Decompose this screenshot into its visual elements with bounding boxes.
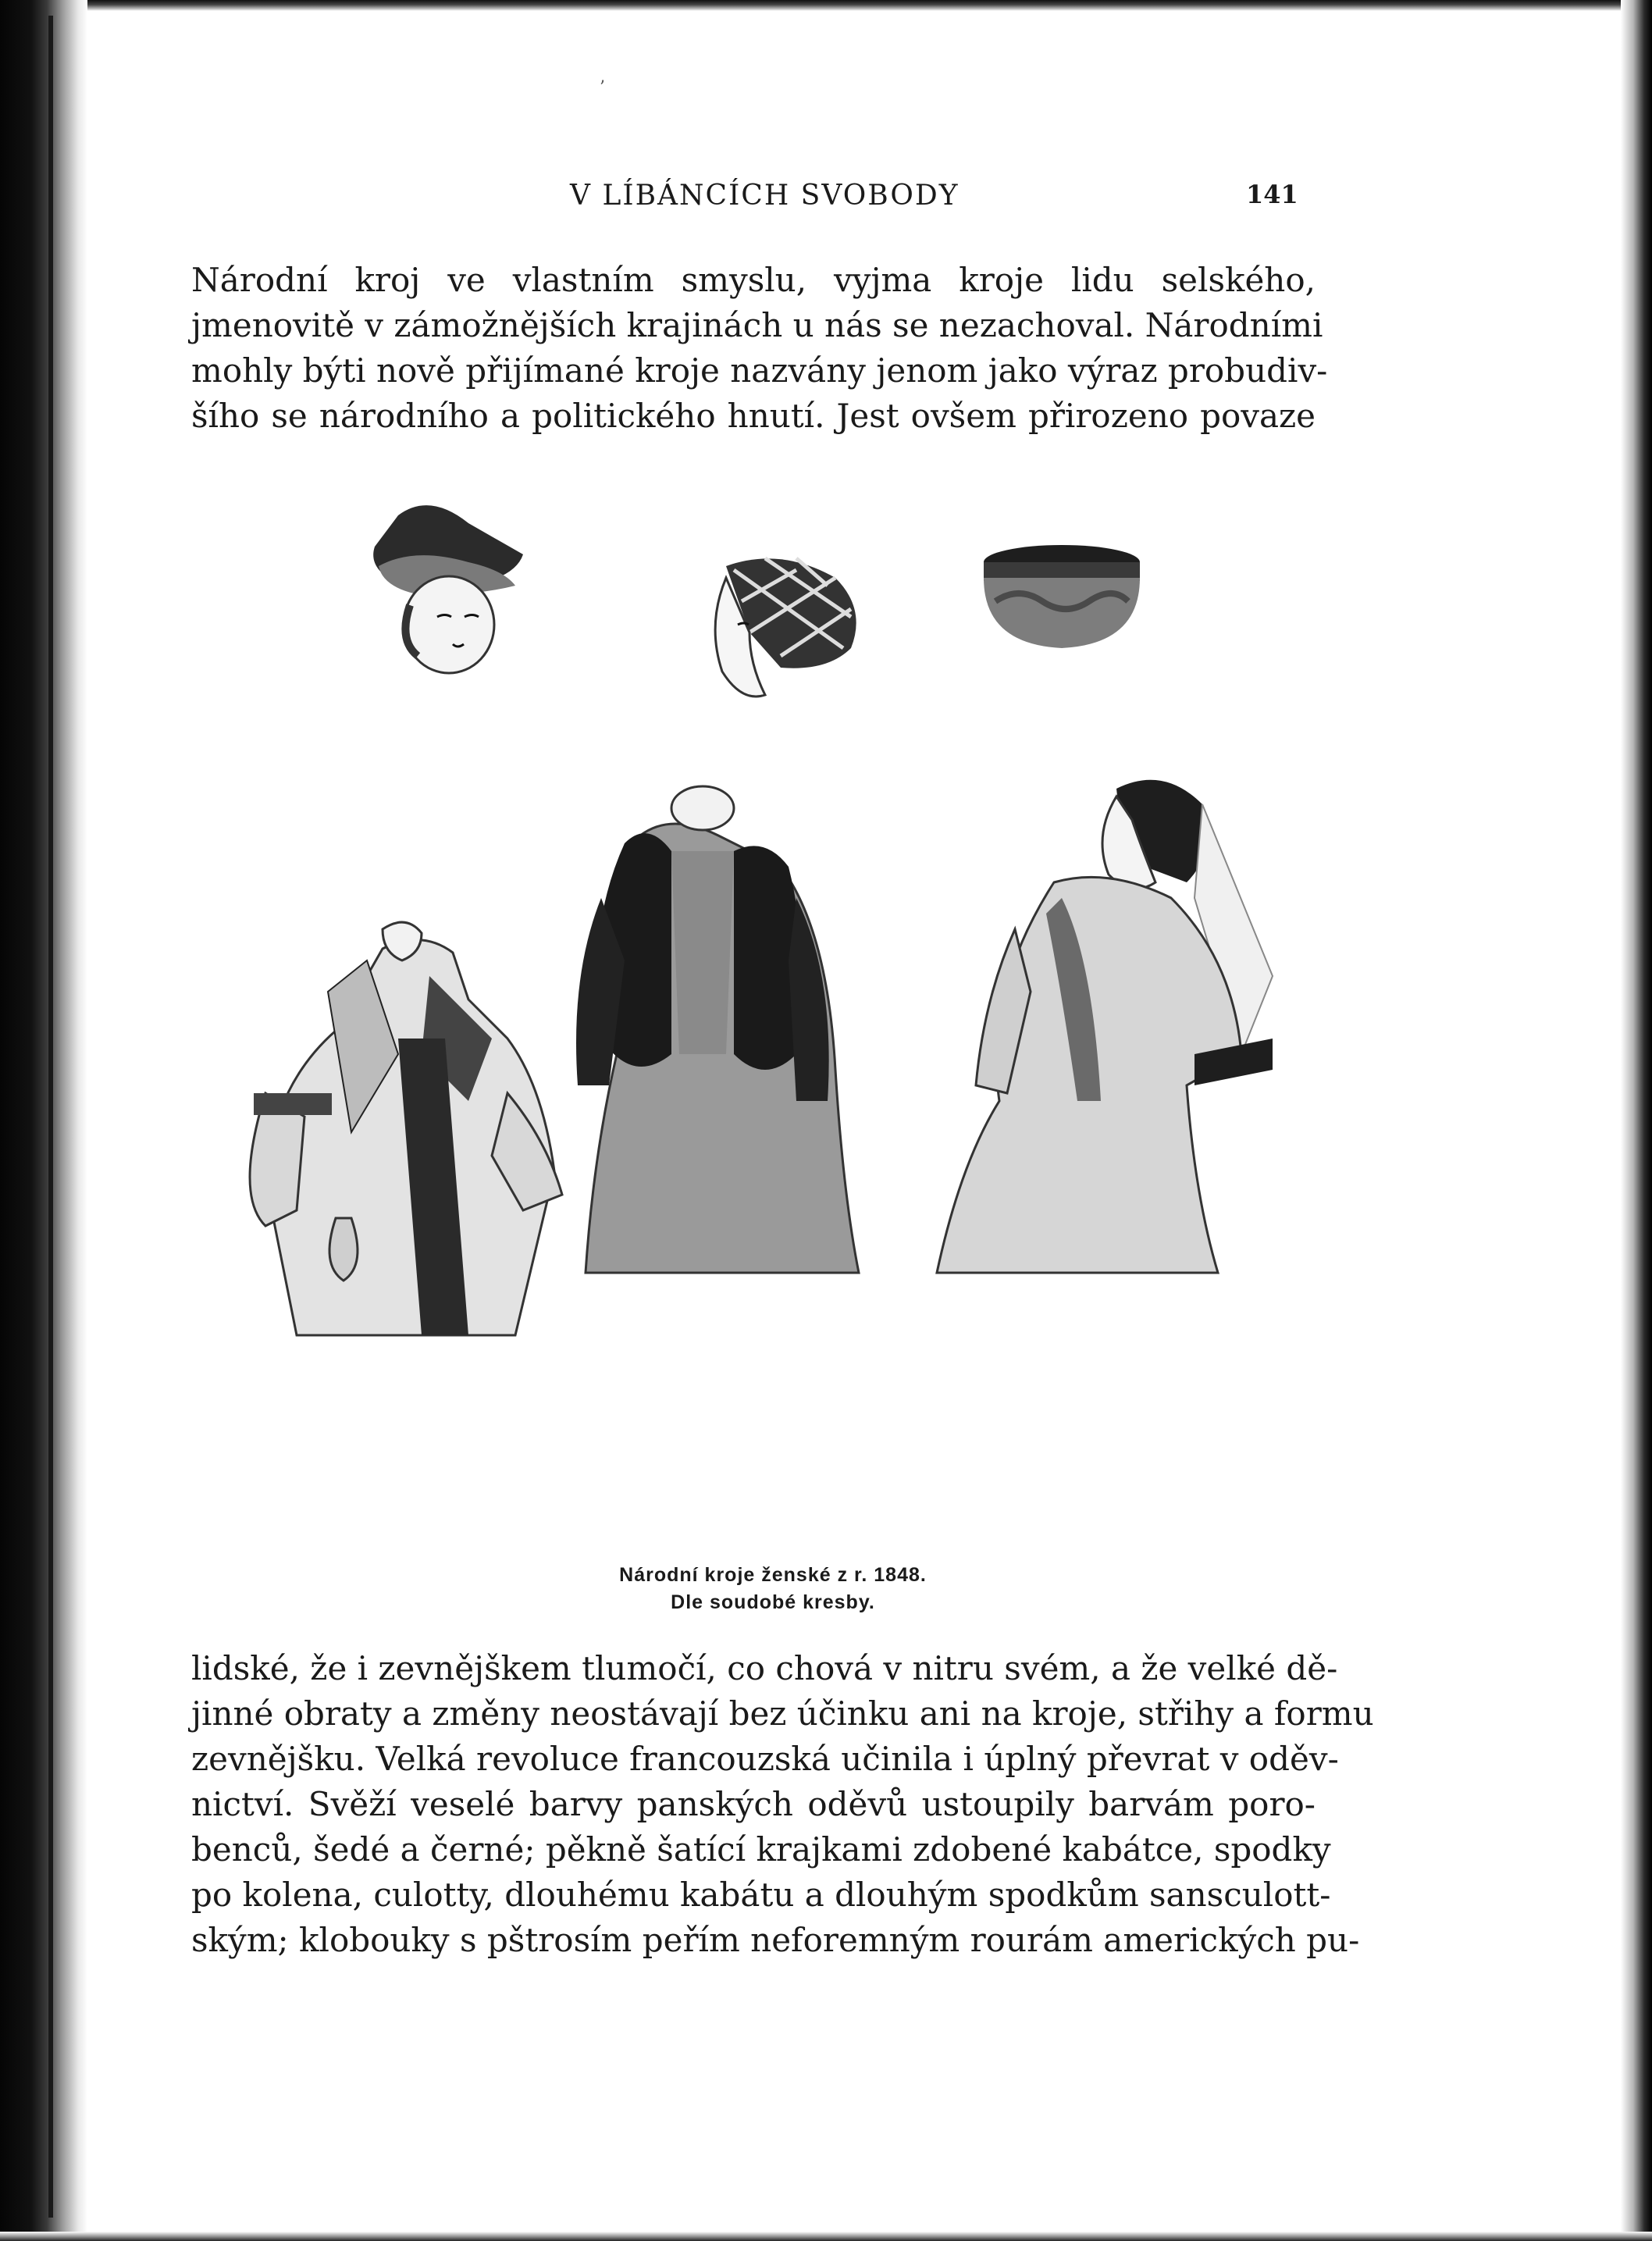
figure-left-dress [250, 922, 562, 1335]
text-line: šího se národního a politického hnutí. Jest ovšem přirozeno povaze [191, 397, 1316, 435]
text-line: nictví. Svěží veselé barvy panských oděvů ustoupily barvám poro- [191, 1785, 1316, 1823]
figure-caption-source: Dle soudobé kresby. [671, 1591, 875, 1613]
paragraph-top [191, 258, 1328, 439]
text-line: lidské, že i zevnějškem tlumočí, co chová v nitru svém, a že velké dě- [191, 1649, 1338, 1687]
text-line: ským; klobouky s pštrosím peřím neforemným rourám amerických pu- [191, 1921, 1360, 1959]
print-mark: ’ [600, 78, 605, 98]
text-line: Národní kroj ve vlastním smyslu, vyjma kroje lidu selského, [191, 261, 1316, 299]
text-line: jinné obraty a změny neostávají bez účinku ani na kroje, střihy a formu [191, 1694, 1374, 1733]
text-line: po kolena, culotty, dlouhému kabátu a dlouhým spodkům sansculott- [191, 1876, 1331, 1914]
text-line: mohly býti nově přijímané kroje nazvány jenom jako výraz probudiv- [191, 351, 1328, 390]
costume-illustration [234, 492, 1312, 1546]
book-spine-shadow [0, 0, 87, 2241]
page-bottom-edge [0, 2232, 1652, 2241]
figure-caption-title: Národní kroje ženské z r. 1848. [619, 1564, 927, 1586]
fur-hat [984, 545, 1140, 648]
running-head: V LÍBÁNCÍCH SVOBODY [570, 180, 960, 212]
page-right-edge [1621, 0, 1652, 2241]
paragraph-bottom [191, 1646, 1374, 1963]
figure-right-dress [937, 780, 1273, 1273]
page-top-edge [0, 0, 1652, 11]
head-with-fur-hat [373, 505, 523, 673]
head-with-net-cap [715, 558, 856, 697]
page-number: 141 [1246, 180, 1298, 209]
figure-center-dress [576, 786, 859, 1273]
book-spine-line [48, 16, 53, 2218]
text-line: zevnějšku. Velká revoluce francouzská učinila i úplný převrat v oděv- [191, 1740, 1339, 1778]
text-line: benců, šedé a černé; pěkně šatící krajkami zdobené kabátce, spodky [191, 1830, 1331, 1869]
text-line: jmenovitě v zámožnějších krajinách u nás se nezachoval. Národními [191, 306, 1323, 344]
